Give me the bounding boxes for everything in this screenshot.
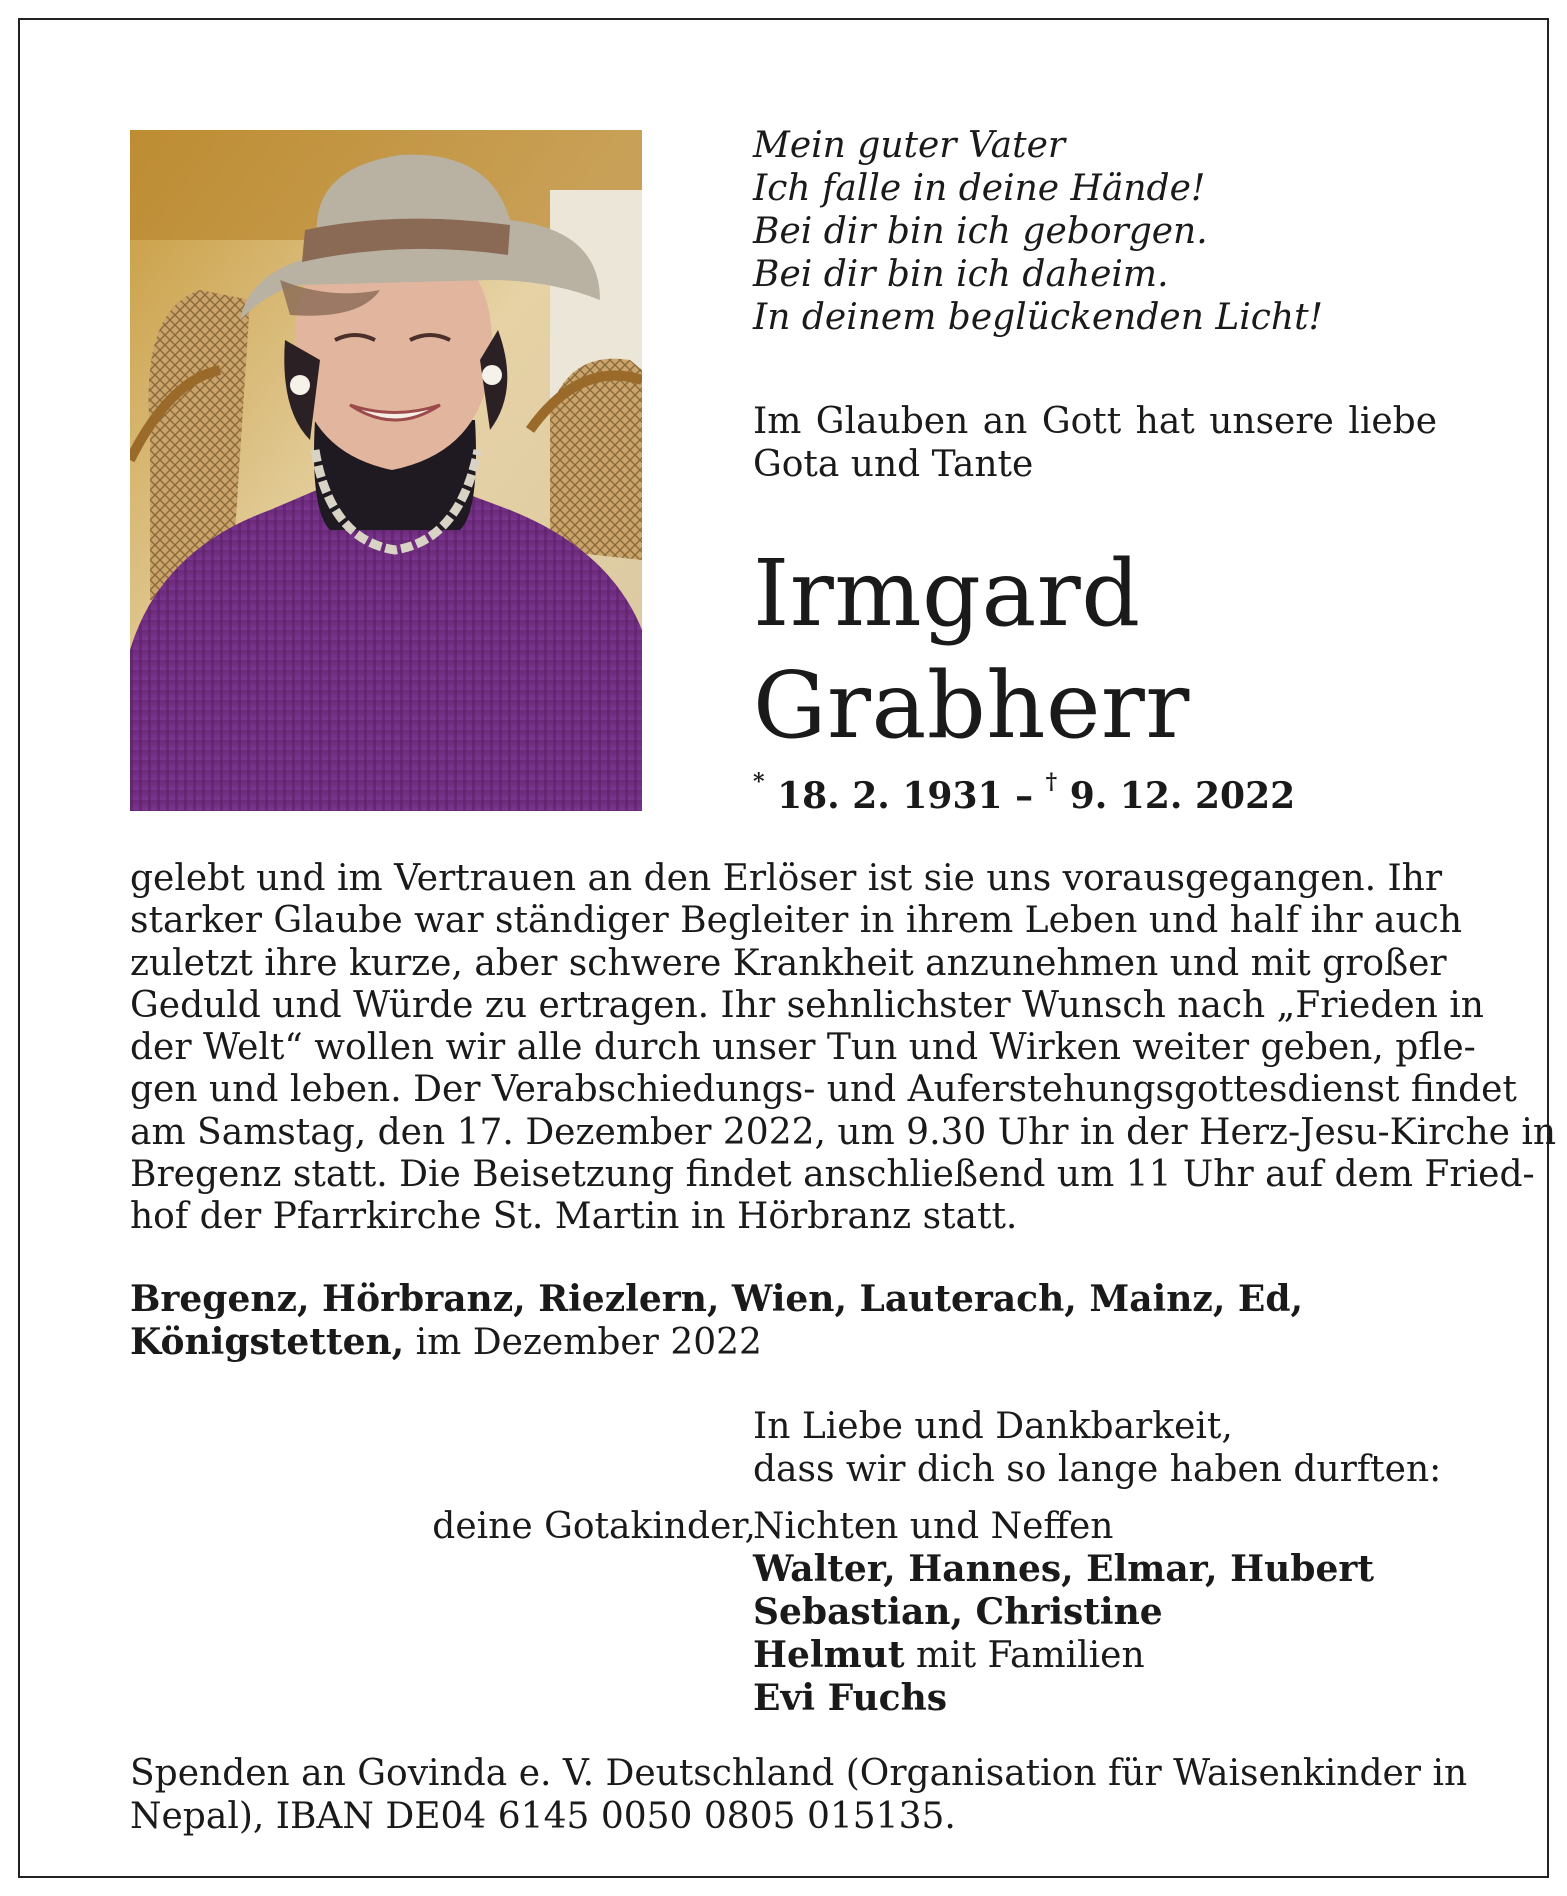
body-line: gelebt und im Vertrauen an den Erlöser ist sie uns vorausgegangen. Ihr bbox=[130, 858, 1443, 899]
donation-line: Spenden an Govinda e. V. Deutschland (Organisation für Waisenkinder in bbox=[130, 1753, 1468, 1794]
life-dates bbox=[753, 769, 1296, 817]
body-line: der Welt“ wollen wir alle durch unser Tun und Wirken weiter geben, pfle- bbox=[130, 1027, 1476, 1069]
verse bbox=[753, 124, 1323, 339]
places-list: Bregenz, Hörbranz, Riezlern, Wien, Lauterach, Mainz, Ed, bbox=[130, 1278, 1304, 1320]
signer-line: Walter, Hannes, Elmar, Hubert bbox=[753, 1548, 1374, 1590]
intro-line: Gota und Tante bbox=[753, 444, 1034, 485]
body-line: hof der Pfarrkirche St. Martin in Hörbranz statt. bbox=[130, 1196, 1018, 1238]
place-date: im Dezember 2022 bbox=[404, 1322, 762, 1363]
date-separator: – bbox=[1002, 775, 1046, 817]
signer-name: Helmut bbox=[753, 1634, 905, 1676]
birth-date: 18. 2. 1931 bbox=[777, 775, 1003, 817]
body-line: Bregenz statt. Die Beisetzung findet anschließend um 11 Uhr auf dem Fried- bbox=[130, 1154, 1535, 1196]
body-line: gen und leben. Der Verabschiedungs- und Auferstehungsgottesdienst findet bbox=[130, 1069, 1517, 1111]
signer-line bbox=[753, 1634, 1374, 1677]
body-line: starker Glaube war ständiger Begleiter in ihrem Leben und half ihr auch bbox=[130, 900, 1462, 942]
verse-line: Bei dir bin ich daheim. bbox=[753, 254, 1169, 295]
body-line: zuletzt ihre kurze, aber schwere Krankheit anzunehmen und mit großer bbox=[130, 942, 1447, 984]
body-text bbox=[130, 858, 1557, 1239]
signer-note: mit Familien bbox=[904, 1635, 1145, 1676]
signer-line: Sebastian, Christine bbox=[753, 1591, 1163, 1633]
body-line: am Samstag, den 17. Dezember 2022, um 9.30 Uhr in der Herz-Jesu-Kirche in bbox=[130, 1111, 1557, 1153]
donation-line: Nepal), IBAN DE04 6145 0050 0805 015135. bbox=[130, 1796, 956, 1837]
birth-symbol: * bbox=[753, 769, 765, 795]
verse-line: Bei dir bin ich geborgen. bbox=[753, 211, 1208, 252]
thanks-line: dass wir dich so lange haben durften: bbox=[753, 1449, 1442, 1490]
signer-line: Nichten und Neffen bbox=[753, 1506, 1114, 1547]
portrait-photo bbox=[130, 130, 642, 811]
last-name: Grabherr bbox=[753, 652, 1190, 759]
deceased-name bbox=[753, 538, 1190, 762]
verse-line: Mein guter Vater bbox=[753, 125, 1066, 166]
donation-note bbox=[130, 1752, 1468, 1838]
verse-line: In deinem beglückenden Licht! bbox=[753, 297, 1324, 338]
signers-lead: deine Gotakinder, bbox=[432, 1506, 756, 1547]
signer-line: Evi Fuchs bbox=[753, 1677, 948, 1719]
intro-line: Im Glauben an Gott hat unsere liebe bbox=[753, 401, 1437, 442]
thanks-line: In Liebe und Dankbarkeit, bbox=[753, 1406, 1233, 1447]
verse-line: Ich falle in deine Hände! bbox=[753, 168, 1206, 209]
body-line: Geduld und Würde zu ertragen. Ihr sehnlichster Wunsch nach „Frieden in bbox=[130, 984, 1484, 1026]
thanks-text bbox=[753, 1405, 1441, 1491]
places-line bbox=[130, 1278, 1303, 1364]
first-name: Irmgard bbox=[753, 540, 1141, 647]
signers bbox=[753, 1505, 1374, 1720]
intro-text bbox=[753, 400, 1437, 486]
places-list-end: Königstetten, bbox=[130, 1321, 405, 1363]
places-date-line bbox=[130, 1321, 1303, 1364]
death-date: 9. 12. 2022 bbox=[1069, 775, 1296, 817]
death-symbol: † bbox=[1045, 769, 1058, 795]
